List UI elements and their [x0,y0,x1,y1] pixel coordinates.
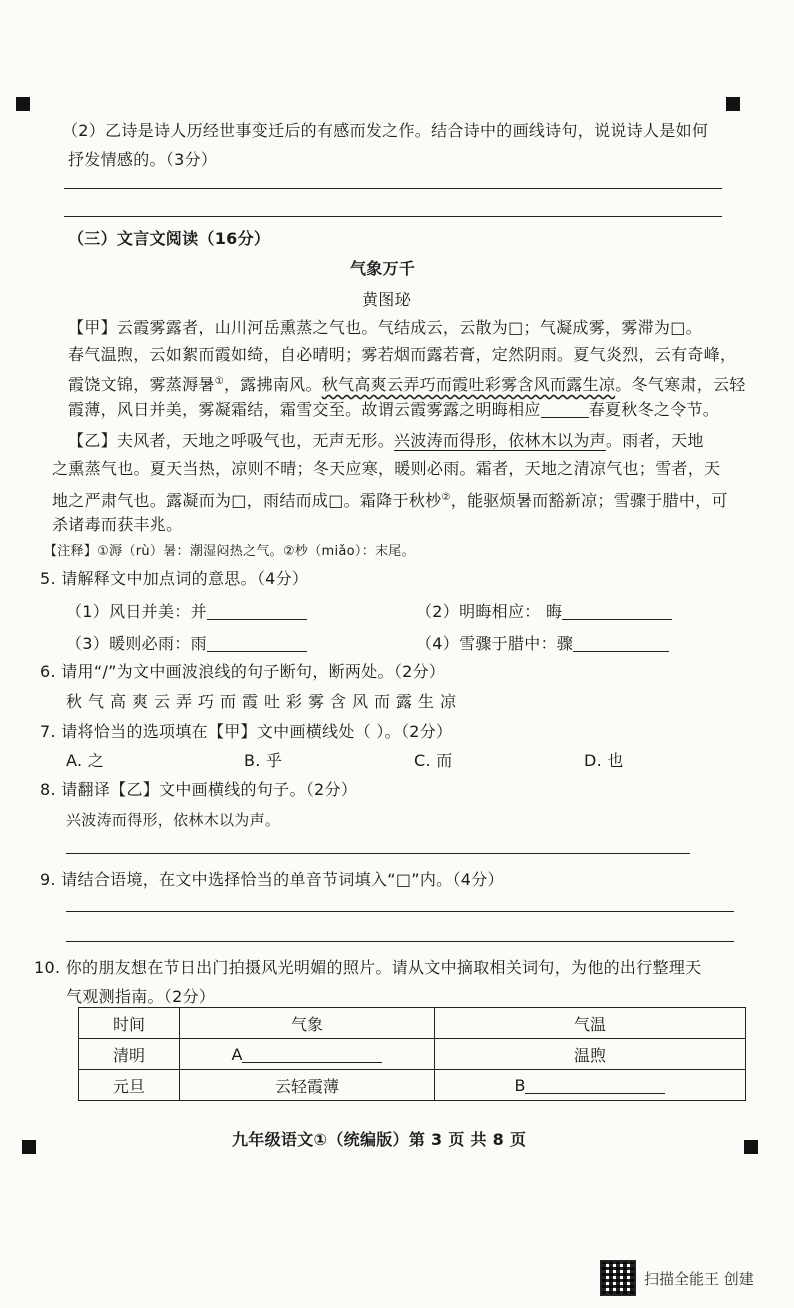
table-cell: 元旦 [79,1070,180,1101]
blank-a-label: A [231,1044,243,1064]
passage-jia-line3-c: 。冬气寒肃，云轻 [615,375,746,394]
question-5-item-3 [66,634,307,654]
passage-jia-line1: 【甲】云霞雾露者，山川河岳熏蒸之气也。气结成云，云散为□；气凝成雾，雾滞为□。 [68,318,702,337]
option-b[interactable]: B. 乎 [244,751,283,770]
passage-yi-line2: 之熏蒸气也。夏天当热，凉则不晴；冬天应寒，暖则必雨。霜者，天地之清凉气也；雪者，天 [52,459,721,478]
option-a[interactable]: A. 之 [66,751,105,770]
answer-line[interactable] [64,216,722,217]
option-c[interactable]: C. 而 [414,751,453,770]
question-5-item-3-label: （3）暖则必雨：雨 [66,634,207,653]
footnote-1-marker: ① [214,376,224,387]
passage-yi-line1-b: 。雨者，天地 [605,431,704,450]
question-5-item-1-label: （1）风日并美：并 [66,602,207,621]
registration-mark-top-right [726,97,740,111]
table-header-cell: 时间 [79,1008,180,1039]
question-6-stem: 6. 请用“/”为文中画波浪线的句子断句，断两处。（2分） [40,662,446,681]
table-cell [180,1039,435,1070]
question-5-item-2-label: （2）明晦相应： 晦 [416,602,563,621]
blank-b-label: B [514,1075,526,1095]
section-heading: （三）文言文阅读（16分） [68,229,271,248]
footnote-2-marker: ② [441,492,451,503]
answer-blank[interactable] [207,635,307,652]
wavy-underlined-sentence: 秋气高爽云弄巧而霞吐彩雾含风而露生凉 [321,375,616,394]
underlined-sentence: 兴波涛而得形，依林木以为声 [394,431,606,450]
answer-blank[interactable] [207,603,307,620]
passage-jia-line4-a: 霞薄，风日并美，雾凝霜结，霜雪交至。故谓云霞雾露之明晦相应 [68,400,541,419]
passage-yi-line1-a: 【乙】夫风者，天地之呼吸气也，无声无形。 [68,431,395,450]
passage-yi-line4: 杀诸毒而获丰兆。 [52,515,183,534]
passage-yi-line3-a: 地之严肃气也。露凝而为□，雨结而成□。霜降于秋杪 [52,491,442,510]
passage-yi-line1 [68,431,704,451]
question-8-stem: 8. 请翻译【乙】文中画横线的句子。（2分） [40,780,358,799]
passage-jia-line4 [68,400,719,420]
scanner-watermark: 扫描全能王 创建 [644,1270,754,1288]
passage-jia-line4-b: 春夏秋冬之令节。 [588,400,720,419]
answer-blank[interactable] [573,635,669,652]
passage-yi-line3-b: ，能驱烦暑而豁新凉；雪骤于腊中，可 [450,491,728,510]
table-cell [435,1070,746,1101]
answer-blank[interactable] [242,1048,382,1063]
answer-line[interactable] [66,853,690,854]
passage-jia-line3-a: 霞饶文锦，雾蒸溽暑 [68,375,215,394]
table-cell: 温煦 [435,1039,746,1070]
question-5-item-2 [416,602,672,622]
passage-title: 气象万千 [350,259,416,278]
passage-author: 黄图珌 [362,290,411,309]
question-5-stem: 5. 请解释文中加点词的意思。（4分） [40,569,309,588]
annotation-notes: 【注释】①溽（rù）暑：潮湿闷热之气。②杪（miǎo）：末尾。 [44,544,415,559]
question-5-item-4-label: （4）雪骤于腊中：骤 [416,634,574,653]
passage-jia-line3-b: ，露拂南风。 [223,375,322,394]
page-footer: 九年级语文①（统编版）第 3 页 共 8 页 [232,1130,527,1149]
question-5-item-1 [66,602,307,622]
table-header-cell: 气象 [180,1008,435,1039]
answer-blank[interactable] [525,1079,665,1094]
table-cell: 清明 [79,1039,180,1070]
answer-line[interactable] [66,911,734,912]
table-cell: 云轻霞薄 [180,1070,435,1101]
question-5-item-4 [416,634,669,654]
registration-mark-bottom-left [22,1140,36,1154]
qr-code-icon [600,1260,636,1296]
option-d[interactable]: D. 也 [584,751,624,770]
question-10-line1: 10. 你的朋友想在节日出门拍摄风光明媚的照片。请从文中摘取相关词句，为他的出行整理天 [34,958,702,977]
table-header-cell: 气温 [435,1008,746,1039]
answer-line[interactable] [66,941,734,942]
table-header-row [79,1008,746,1039]
answer-line[interactable] [64,188,722,189]
passage-jia-line2: 春气温煦，云如絮而霞如绮，自必晴明；雾若烟而露若膏，定然阴雨。夏气炎烈，云有奇峰， [68,345,737,364]
question-9-stem: 9. 请结合语境，在文中选择恰当的单音节词填入“□”内。（4分） [40,870,504,889]
question-2-line2: 抒发情感的。（3分） [68,150,218,169]
table-row [79,1039,746,1070]
passage-jia-line3 [68,372,746,395]
table-row [79,1070,746,1101]
passage-yi-line3 [52,488,728,511]
registration-mark-bottom-right [744,1140,758,1154]
question-6-sentence: 秋气高爽云弄巧而霞吐彩雾含风而露生凉 [66,692,463,711]
weather-guide-table [78,1007,746,1101]
question-10-line2: 气观测指南。（2分） [66,987,216,1006]
question-8-sentence: 兴波涛而得形，依林木以为声。 [66,811,281,829]
fill-blank-underline[interactable] [541,401,589,418]
answer-blank[interactable] [562,603,672,620]
registration-mark-top-left [16,97,30,111]
question-7-stem: 7. 请将恰当的选项填在【甲】文中画横线处（ ）。（2分） [40,722,453,741]
question-2-line1: （2）乙诗是诗人历经世事变迁后的有感而发之作。结合诗中的画线诗句，说说诗人是如何 [62,121,709,140]
